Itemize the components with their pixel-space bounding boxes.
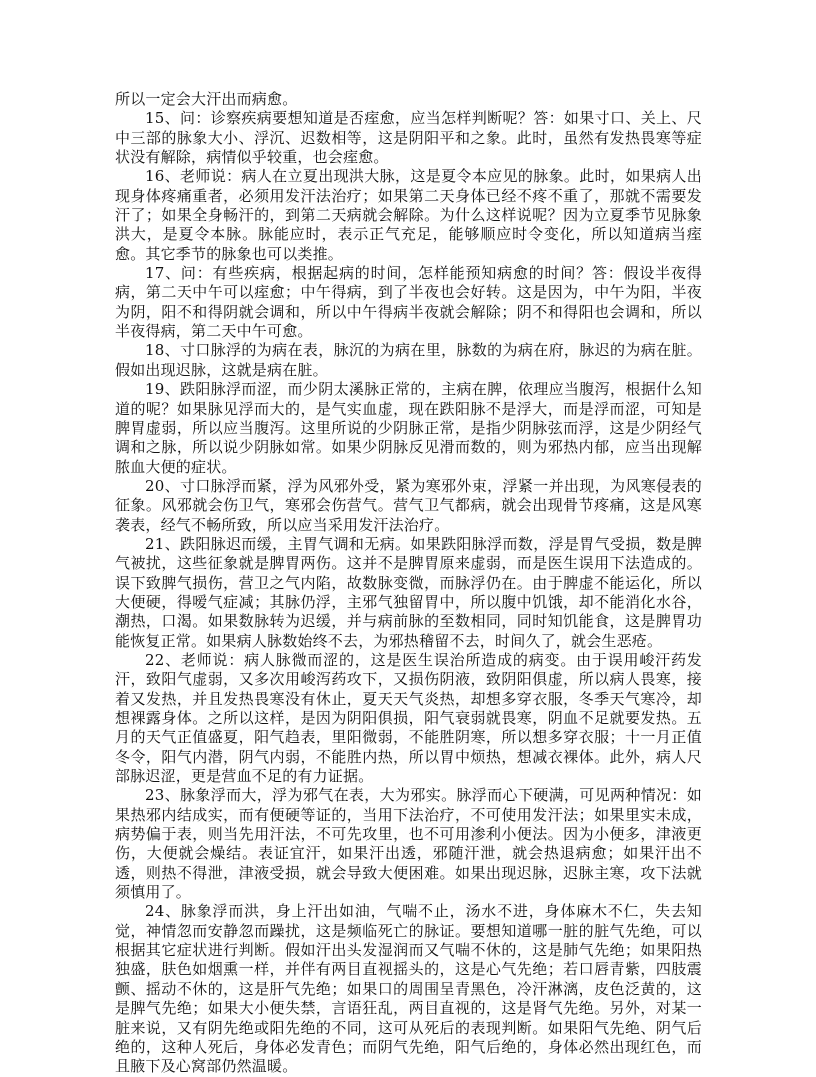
document-body [115,90,702,1077]
paragraph-16: 16、老师说：病人在立夏出现洪大脉，这是夏令本应见的脉象。此时，如果病人出现身体疼痛重者，必须用发汗法治疗；如果第二天身体已经不疼不重了，那就不需要发汗了；如果全身畅汗的，到第二天病就会解除。为什么这样说呢？因为立夏季节见脉象洪大，是夏令本脉。脉能应时，表示正气充足，能够顺应时令变化，所以知道病当痓愈。其它季节的脉象也可以类推。 [115,167,702,263]
paragraph-21: 21、跌阳脉迟而缓，主胃气调和无病。如果跌阳脉浮而数，浮是胃气受损，数是脾气被扰，这些征象就是脾胃两伤。这并不是脾胃原来虚弱，而是医生误用下法造成的。误下致脾气损伤，营卫之气内陷，故数脉变微，而脉浮仍在。由于脾虚不能运化，所以大便硬，得嗳气症减；其脉仍浮，主邪气独留胃中，所以腹中饥饿，却不能消化水谷，潮热，口渴。如果数脉转为迟缓，并与病前脉的至数相同，同时知饥能食，这是脾胃功能恢复正常。如果病人脉数始终不去，为邪热稽留不去，时间久了，就会生恶疮。 [115,534,702,650]
paragraph-23: 23、脉象浮而大，浮为邪气在表，大为邪实。脉浮而心下硬满，可见两种情况：如果热邪内结成实，而有便硬等证的，当用下法治疗，不可使用发汗法；如果里实未成，病势偏于表，则当先用汗法，不可先攻里，也不可用渗利小便法。因为小便多，津液更伤，大便就会燥结。表证宜汗，如果汗出透，邪随汗泄，就会热退病愈；如果汗出不透，则热不得泄，津液受损，就会导致大便困难。如果出现迟脉，迟脉主寒，攻下法就须慎用了。 [115,786,702,902]
paragraph-17: 17、问：有些疾病，根据起病的时间，怎样能预知病愈的时间？答：假设半夜得病，第二天中午可以痓愈；中午得病，到了半夜也会好转。这是因为，中午为阳，半夜为阴，阳不和得阴就会调和，所以中午得病半夜就会解除；阴不和得阳也会调和，所以半夜得病，第二天中午可愈。 [115,264,702,341]
paragraph-24: 24、脉象浮而洪，身上汗出如油，气喘不止，汤水不进，身体麻木不仁，失去知觉，神情忽而安静忽而躁扰，这是频临死亡的脉证。要想知道哪一脏的脏气先绝，可以根据其它症状进行判断。假如汗出头发湿润而又气喘不休的，这是肺气先绝；如果阳热独盛，肤色如烟熏一样，并伴有两目直视摇头的，这是心气先绝；若口唇青紫，四肢震颤、摇动不休的，这是肝气先绝；如果口的周围呈青黑色，冷汗淋漓，皮色泛黄的，这是脾气先绝；如果大小便失禁，言语狂乱，两目直视的，这是肾气先绝。另外，对某一脏来说，又有阴先绝或阳先绝的不同，这可从死后的表现判断。如果阳气先绝、阴气后绝的，这种人死后，身体必发青色；而阴气先绝，阳气后绝的，身体必然出现红色，而且腋下及心窝部仍然温暖。 [115,902,702,1076]
paragraph-19: 19、跌阳脉浮而涩，而少阴太溪脉正常的，主病在脾，依理应当腹泻，根据什么知道的呢？如果脉见浮而大的，是气实血虚，现在跌阳脉不是浮大，而是浮而涩，可知是脾胃虚弱，所以应当腹泻。这里所说的少阴脉正常，是指少阴脉弦而浮，这是少阴经气调和之脉，所以说少阴脉如常。如果少阴脉反见滑而数的，则为邪热内郁，应当出现解脓血大便的症状。 [115,380,702,476]
paragraph-22: 22、老师说：病人脉微而涩的，这是医生误治所造成的病变。由于误用峻汗药发汗，致阳气虚弱，又多次用峻泻药攻下，又损伤阴液，致阴阳俱虚，所以病人畏寒，接着又发热，并且发热畏寒没有休止，夏天天气炎热，却想多穿衣服，冬季天气寒冷，却想裸露身体。之所以这样，是因为阴阳俱损，阳气衰弱就畏寒，阴血不足就要发热。五月的天气正值盛夏，阳气趋表，里阳微弱，不能胜阴寒，所以想多穿衣服；十一月正值冬令，阳气内潜，阴气内弱，不能胜内热，所以胃中烦热，想减衣裸体。此外，病人尺部脉迟涩，更是营血不足的有力证据。 [115,650,702,786]
paragraph-15: 15、问：诊察疾病要想知道是否痓愈，应当怎样判断呢？答：如果寸口、关上、尺中三部的脉象大小、浮沉、迟数相等，这是阴阳平和之象。此时，虽然有发热畏寒等症状没有解除，病情似乎较重，也会痓愈。 [115,109,702,167]
paragraph-20: 20、寸口脉浮而紧，浮为风邪外受，紧为寒邪外束，浮紧一并出现，为风寒侵表的征象。风邪就会伤卫气，寒邪会伤营气。营气卫气都病，就会出现骨节疼痛，这是风寒袭表，经气不畅所致，所以应当采用发汗法治疗。 [115,476,702,534]
paragraph-continuation: 所以一定会大汗出而病愈。 [115,90,298,108]
paragraph-18: 18、寸口脉浮的为病在表，脉沉的为病在里，脉数的为病在府，脉迟的为病在脏。假如出现迟脉，这就是病在脏。 [115,341,702,379]
